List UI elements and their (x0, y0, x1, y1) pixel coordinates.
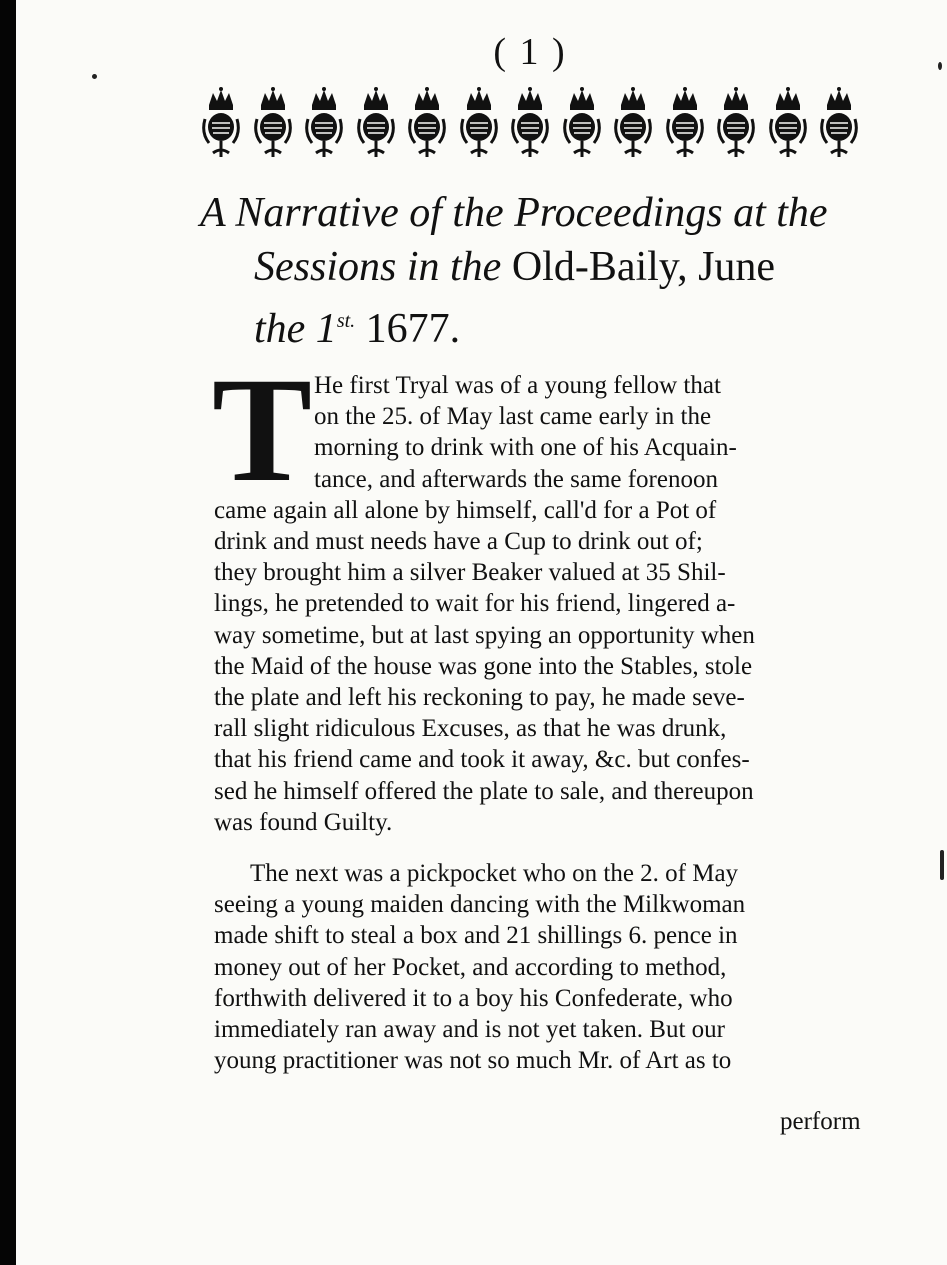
crown-thistle-ornament (406, 87, 448, 161)
crown-thistle-ornament (355, 87, 397, 161)
page-number: ( 1 ) (493, 31, 567, 73)
crown-thistle-ornament (303, 87, 345, 161)
scan-edge (0, 0, 16, 1265)
paragraph-second-trial (214, 858, 864, 1076)
crown-thistle-ornament (612, 87, 654, 161)
title-line-2-italic: Sessions in the (254, 244, 502, 290)
text-line: was found Guilty. (214, 808, 393, 836)
text-line: the plate and left his reckoning to pay, he made seve- (214, 684, 745, 712)
crown-thistle-ornament (818, 87, 860, 161)
title-line-3-sup: st. (336, 310, 356, 332)
text-line: drink and must needs have a Cup to drink out of; (214, 528, 703, 556)
text-line: on the 25. of May last came early in the (314, 403, 712, 431)
document-title (200, 186, 860, 356)
text-line: forthwith delivered it to a boy his Confederate, who (214, 984, 733, 1012)
text-line: way sometime, but at last spying an opportunity when (214, 621, 755, 649)
title-year: 1677. (365, 306, 461, 352)
text-line: made shift to steal a box and 21 shillings 6. pence in (214, 922, 738, 950)
scan-speck (92, 74, 97, 79)
text-line: The next was a pickpocket who on the 2. of May (250, 860, 739, 887)
text-line: tance, and afterwards the same forenoon (314, 465, 718, 493)
crown-thistle-ornament (509, 87, 551, 161)
title-line-2 (200, 240, 860, 294)
scan-speck (940, 850, 944, 880)
text-line: sed he himself offered the plate to sale, and thereupon (214, 777, 754, 805)
text-line: the Maid of the house was gone into the Stables, stole (214, 652, 753, 680)
text-line: young practitioner was not so much Mr. of Art as to (214, 1047, 732, 1075)
text-line: morning to drink with one of his Acquain- (314, 434, 737, 462)
ornament-band (200, 84, 860, 164)
text-line: He first Tryal was of a young fellow that (314, 372, 721, 399)
crown-thistle-ornament (767, 87, 809, 161)
title-line-1: A Narrative of the Proceedings at the (200, 190, 828, 236)
text-line: immediately ran away and is not yet taken. But our (214, 1016, 725, 1044)
crown-thistle-ornament (664, 87, 706, 161)
scan-speck (938, 62, 942, 70)
crown-thistle-ornament (252, 87, 294, 161)
title-line-3-italic: the 1 (254, 306, 337, 352)
crown-thistle-ornament (561, 87, 603, 161)
paragraph-first-trial (212, 347, 864, 838)
crown-thistle-ornament (715, 87, 757, 161)
text-line: money out of her Pocket, and according to method, (214, 953, 727, 981)
crown-thistle-ornament (200, 87, 242, 161)
crown-thistle-ornament (458, 87, 500, 161)
title-line-2-roman: Old-Baily, June (511, 244, 776, 290)
catchword: perform (780, 1108, 861, 1135)
text-line: lings, he pretended to wait for his friend, lingered a- (214, 590, 736, 618)
drop-cap: T (212, 347, 313, 513)
text-line: came again all alone by himself, call'd for a Pot of (214, 496, 717, 524)
text-line: rall slight ridiculous Excuses, as that he was drunk, (214, 715, 727, 743)
text-line: they brought him a silver Beaker valued at 35 Shil- (214, 559, 726, 587)
text-line: that his friend came and took it away, &c. but confes- (214, 746, 750, 774)
text-line: seeing a young maiden dancing with the Milkwoman (214, 891, 746, 919)
